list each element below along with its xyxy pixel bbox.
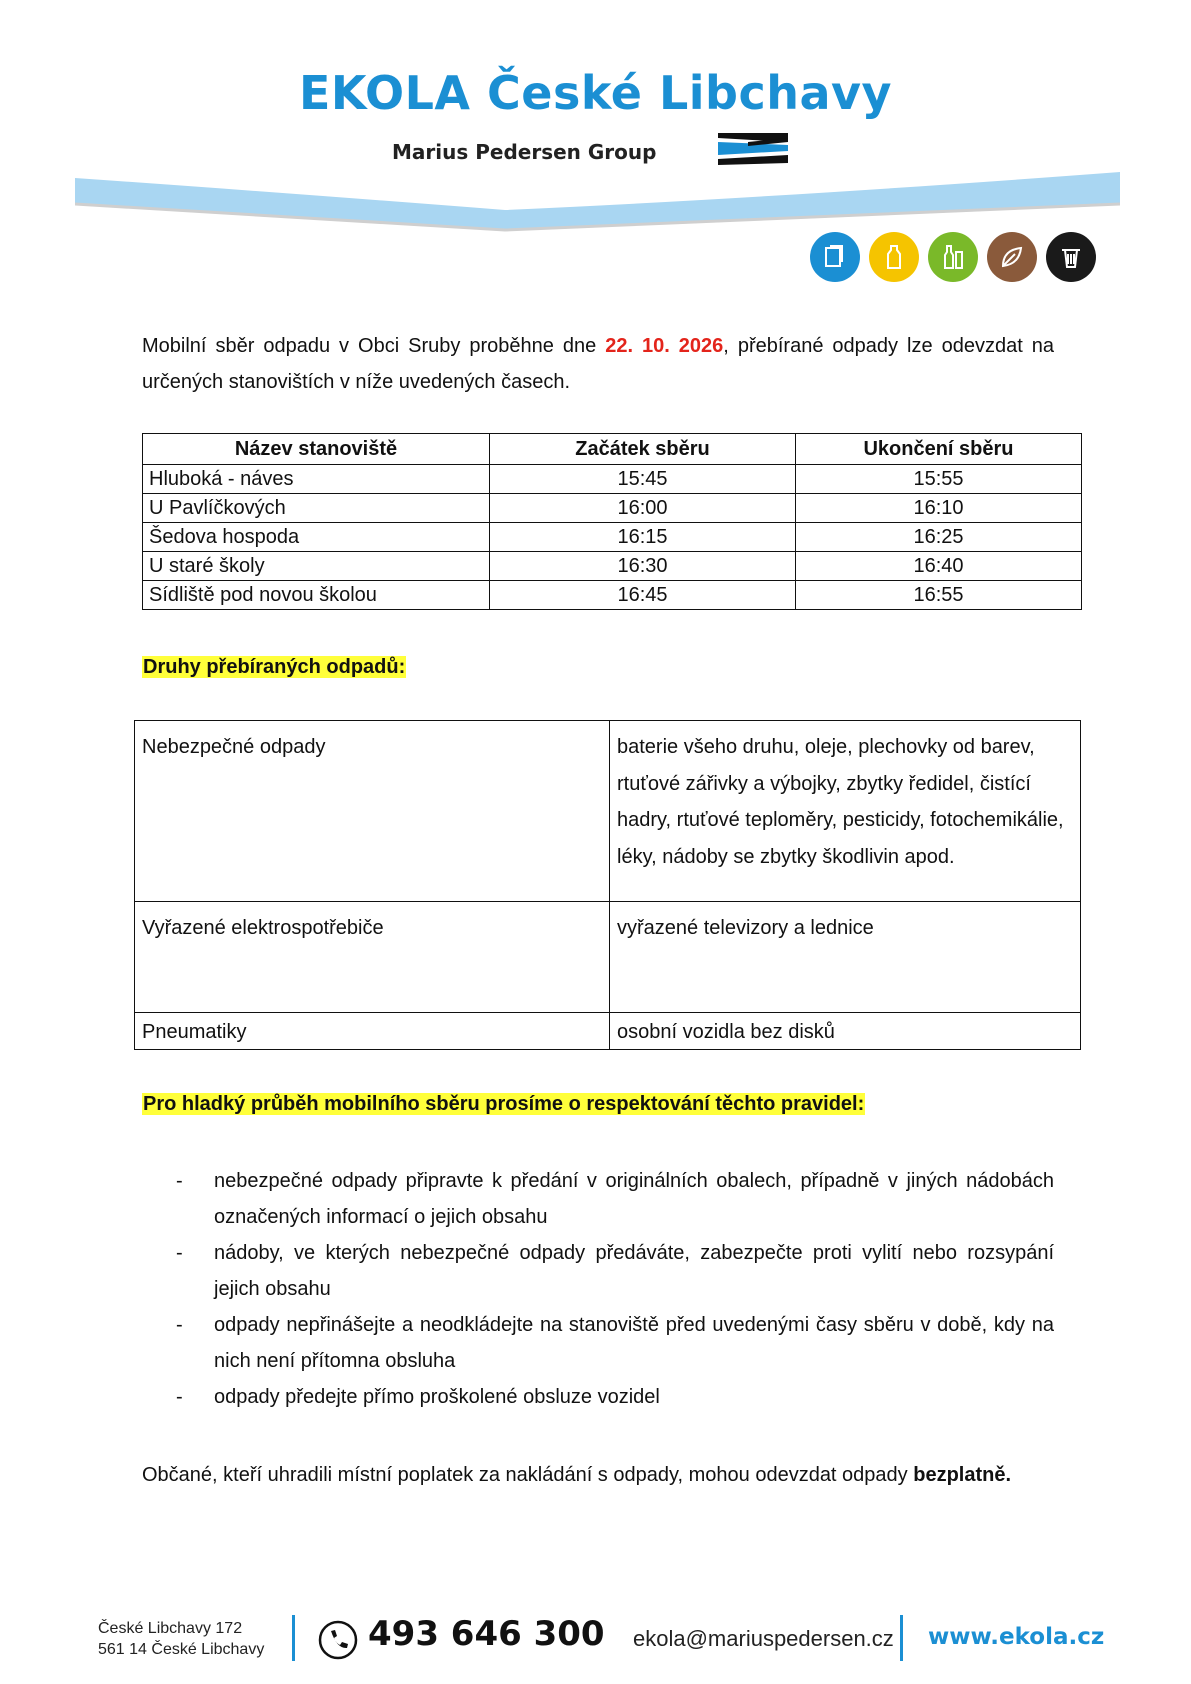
waste-type-cell: Pneumatiky — [135, 1013, 610, 1050]
end-time-cell: 15:55 — [796, 465, 1082, 494]
rules-heading: Pro hladký průběh mobilního sběru prosíme o respektování těchto pravidel: — [143, 1093, 865, 1115]
column-header: Začátek sběru — [490, 434, 796, 465]
list-item — [176, 1163, 1054, 1235]
bullet: - — [176, 1242, 183, 1264]
schedule-header-row — [143, 434, 1082, 465]
end-time-cell: 16:25 — [796, 523, 1082, 552]
location-cell: U Pavlíčkových — [143, 494, 490, 523]
brand-title: EKOLA České Libchavy — [299, 66, 892, 120]
waste-icons — [810, 232, 1096, 282]
phone-icon — [318, 1620, 358, 1660]
intro-paragraph — [142, 328, 1054, 400]
table-row — [135, 1013, 1081, 1050]
end-time-cell: 16:10 — [796, 494, 1082, 523]
location-cell: Hluboká - náves — [143, 465, 490, 494]
group-name: Marius Pedersen Group — [392, 140, 657, 164]
collection-date: 22. 10. 2026 — [605, 335, 724, 357]
location-cell: Šedova hospoda — [143, 523, 490, 552]
group-logo-icon — [718, 133, 788, 169]
location-cell: U staré školy — [143, 552, 490, 581]
paper-recycling-icon — [810, 232, 860, 282]
start-time-cell: 16:30 — [490, 552, 796, 581]
plastic-bottle-icon — [869, 232, 919, 282]
closing-paragraph — [142, 1457, 1054, 1493]
bullet: - — [176, 1386, 183, 1408]
start-time-cell: 16:00 — [490, 494, 796, 523]
email-link[interactable]: ekola@mariuspedersen.cz — [633, 1626, 894, 1651]
waste-type-cell: Nebezpečné odpady — [135, 721, 610, 902]
footer-divider — [900, 1615, 903, 1661]
table-row — [143, 465, 1082, 494]
column-header: Ukončení sběru — [796, 434, 1082, 465]
intro-text-2: , přebírané odpady lze odevzdat na určených stanovištích v níže uvedených časech. — [142, 335, 1054, 393]
table-row — [143, 581, 1082, 610]
header-wave — [75, 168, 1120, 234]
location-cell: Sídliště pod novou školou — [143, 581, 490, 610]
end-time-cell: 16:40 — [796, 552, 1082, 581]
table-row — [143, 552, 1082, 581]
schedule-table — [142, 433, 1082, 610]
start-time-cell: 16:45 — [490, 581, 796, 610]
rules-list — [176, 1163, 1054, 1415]
table-row — [143, 494, 1082, 523]
waste-table — [134, 720, 1081, 1050]
bullet: - — [176, 1314, 183, 1336]
glass-bottle-icon — [928, 232, 978, 282]
waste-description-cell: baterie všeho druhu, oleje, plechovky od barev, rtuťové zářivky a výbojky, zbytky ředidel, čistící hadry, rtuťové teploměry, pesticidy, fotochemikálie, léky, nádoby se zbytky škodlivin apod. — [610, 721, 1081, 902]
address-line-2: 561 14 České Libchavy — [98, 1641, 265, 1658]
closing-text: Občané, kteří uhradili místní poplatek za nakládání s odpady, mohou odevzdat odpady — [142, 1464, 914, 1486]
waste-description-cell: vyřazené televizory a lednice — [610, 902, 1081, 1013]
address-line-1: České Libchavy 172 — [98, 1620, 243, 1637]
closing-bold: bezplatně. — [913, 1464, 1012, 1486]
waste-description-cell: osobní vozidla bez disků — [610, 1013, 1081, 1050]
rule-text: nebezpečné odpady připravte k předání v originálních obalech, případně v jiných nádobách označených informací o jejich obsahu — [214, 1170, 1054, 1228]
bio-leaf-icon — [987, 232, 1037, 282]
waste-heading: Druhy přebíraných odpadů: — [143, 656, 406, 678]
website-link[interactable]: www.ekola.cz — [928, 1624, 1105, 1650]
start-time-cell: 16:15 — [490, 523, 796, 552]
trash-bin-icon — [1046, 232, 1096, 282]
bullet: - — [176, 1170, 183, 1192]
rule-text: nádoby, ve kterých nebezpečné odpady předáváte, zabezpečte proti vylití nebo rozsypání jejich obsahu — [214, 1242, 1054, 1300]
footer-address — [98, 1618, 264, 1660]
waste-type-cell: Vyřazené elektrospotřebiče — [135, 902, 610, 1013]
phone-number[interactable]: 493 646 300 — [368, 1614, 605, 1654]
rule-text: odpady předejte přímo proškolené obsluze vozidel — [214, 1386, 660, 1408]
rule-text: odpady nepřinášejte a neodkládejte na stanoviště před uvedenými časy sběru v době, kdy na nich není přítomna obsluha — [214, 1314, 1054, 1372]
table-row — [135, 902, 1081, 1013]
table-row — [143, 523, 1082, 552]
column-header: Název stanoviště — [143, 434, 490, 465]
intro-text-1: Mobilní sběr odpadu v Obci Sruby proběhne dne — [142, 335, 606, 357]
table-row — [135, 721, 1081, 902]
start-time-cell: 15:45 — [490, 465, 796, 494]
waste-heading-wrap — [142, 656, 406, 679]
list-item — [176, 1307, 1054, 1379]
end-time-cell: 16:55 — [796, 581, 1082, 610]
footer-divider — [292, 1615, 295, 1661]
rules-heading-wrap — [142, 1093, 865, 1116]
list-item — [176, 1379, 1054, 1415]
list-item — [176, 1235, 1054, 1307]
